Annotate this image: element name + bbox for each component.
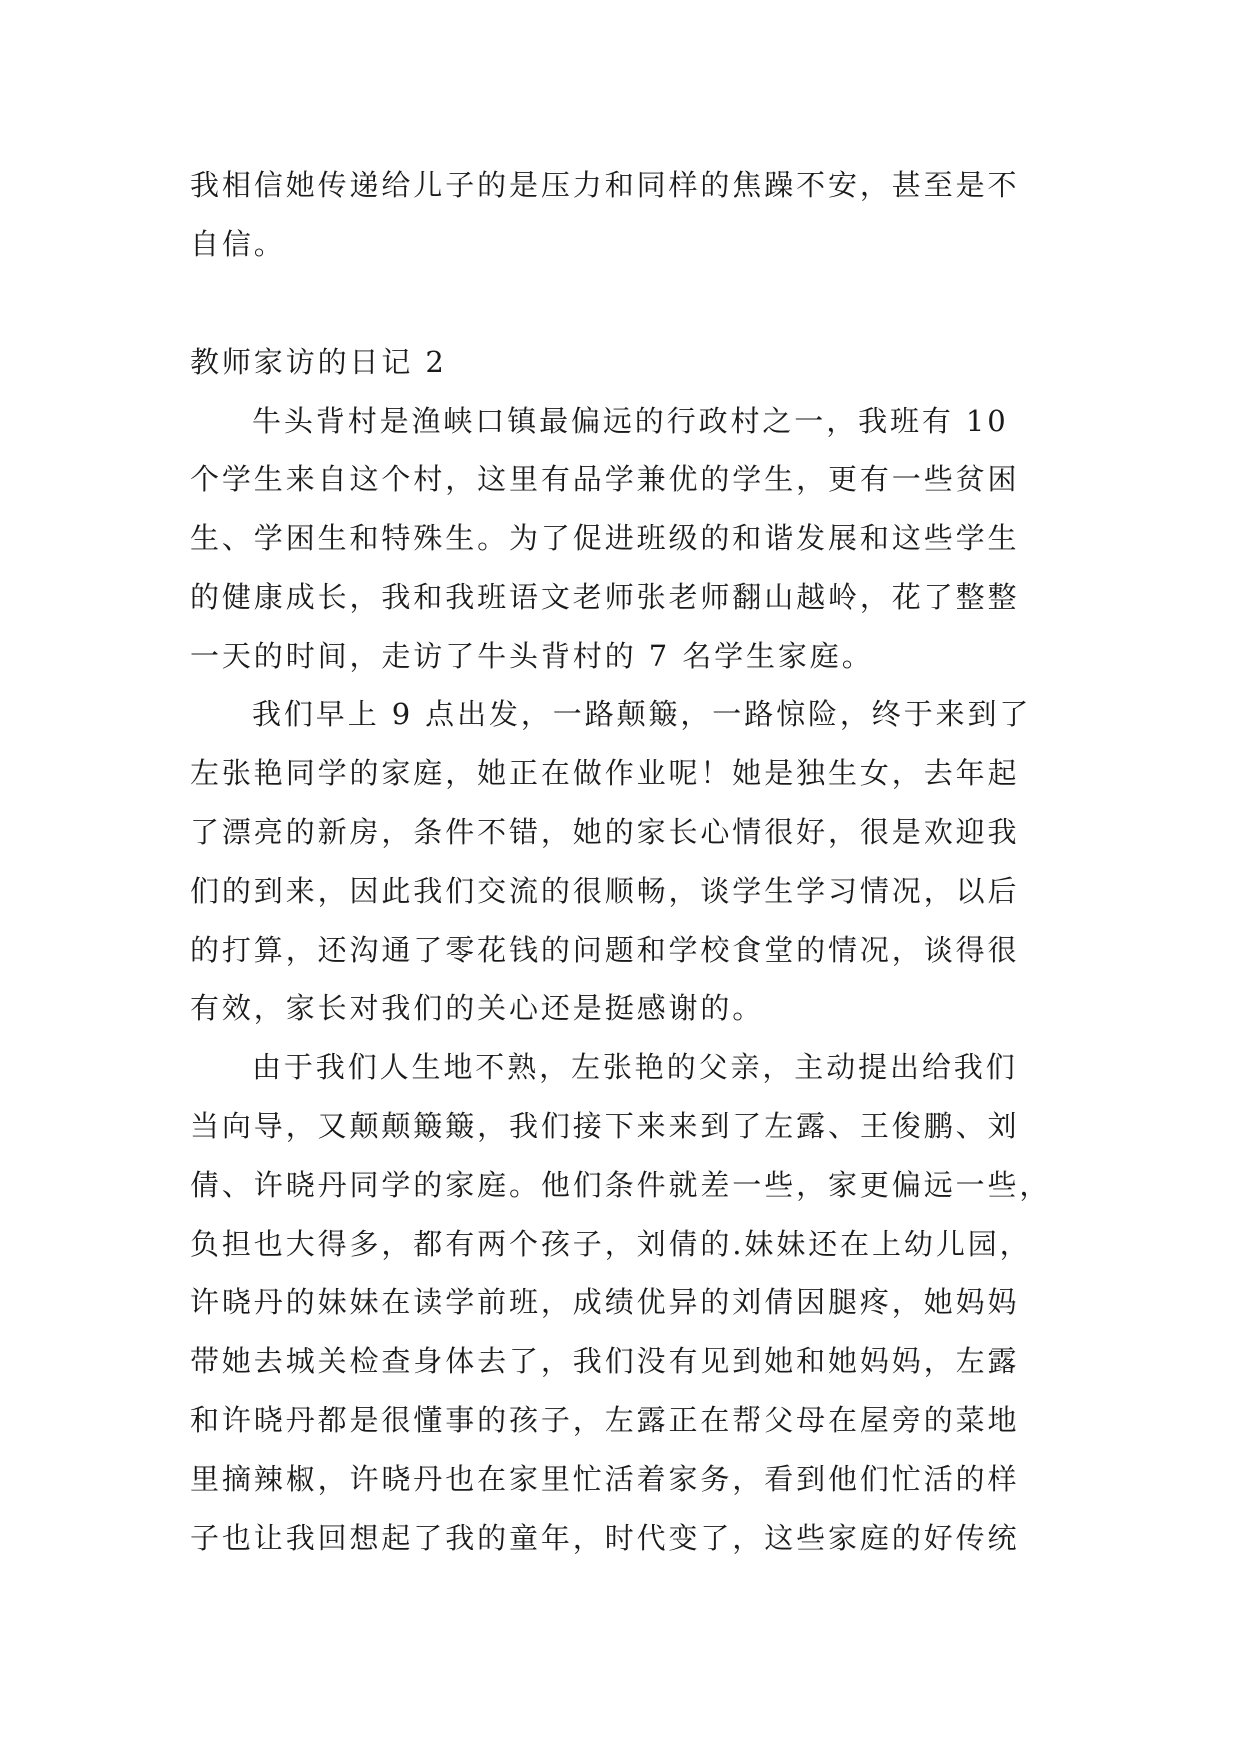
paragraph-first-line: 由于我们人生地不熟，左张艳的父亲，主动提出给我们 — [252, 1050, 1018, 1084]
text-line: 个学生来自这个村，这里有品学兼优的学生，更有一些贫困 — [190, 462, 1020, 496]
text-line: 负担也大得多，都有两个孩子，刘倩的.妹妹还在上幼儿园， — [190, 1227, 1032, 1261]
text-line: 一天的时间，走访了牛头背村的 7 名学生家庭。 — [190, 639, 874, 673]
text-line: 里摘辣椒，许晓丹也在家里忙活着家务，看到他们忙活的样 — [190, 1462, 1020, 1496]
text-line: 倩、许晓丹同学的家庭。他们条件就差一些，家更偏远一些， — [190, 1168, 1052, 1202]
text-line: 当向导，又颠颠簸簸，我们接下来来到了左露、王俊鹏、刘 — [190, 1109, 1020, 1143]
paragraph-first-line: 我们早上 9 点出发，一路颠簸，一路惊险，终于来到了 — [252, 697, 1032, 731]
text-line: 们的到来，因此我们交流的很顺畅，谈学生学习情况，以后 — [190, 874, 1020, 908]
text-line: 我相信她传递给儿子的是压力和同样的焦躁不安，甚至是不 — [190, 168, 1020, 202]
text-line: 和许晓丹都是很懂事的孩子，左露正在帮父母在屋旁的菜地 — [190, 1403, 1020, 1437]
text-line: 有效，家长对我们的关心还是挺感谢的。 — [190, 991, 765, 1025]
text-line: 了漂亮的新房，条件不错，她的家长心情很好，很是欢迎我 — [190, 815, 1020, 849]
text-line: 许晓丹的妹妹在读学前班，成绩优异的刘倩因腿疼，她妈妈 — [190, 1285, 1020, 1319]
section-heading: 教师家访的日记 2 — [190, 345, 447, 379]
paragraph-first-line: 牛头背村是渔峡口镇最偏远的行政村之一，我班有 10 — [252, 404, 1009, 438]
text-line: 带她去城关检查身体去了，我们没有见到她和她妈妈，左露 — [190, 1344, 1020, 1378]
text-line: 左张艳同学的家庭，她正在做作业呢！她是独生女，去年起 — [190, 756, 1020, 790]
text-line: 生、学困生和特殊生。为了促进班级的和谐发展和这些学生 — [190, 521, 1020, 555]
text-line: 的健康成长，我和我班语文老师张老师翻山越岭，花了整整 — [190, 580, 1020, 614]
text-line: 子也让我回想起了我的童年，时代变了，这些家庭的好传统 — [190, 1521, 1020, 1555]
text-line: 的打算，还沟通了零花钱的问题和学校食堂的情况，谈得很 — [190, 933, 1020, 967]
text-line: 自信。 — [190, 227, 286, 261]
